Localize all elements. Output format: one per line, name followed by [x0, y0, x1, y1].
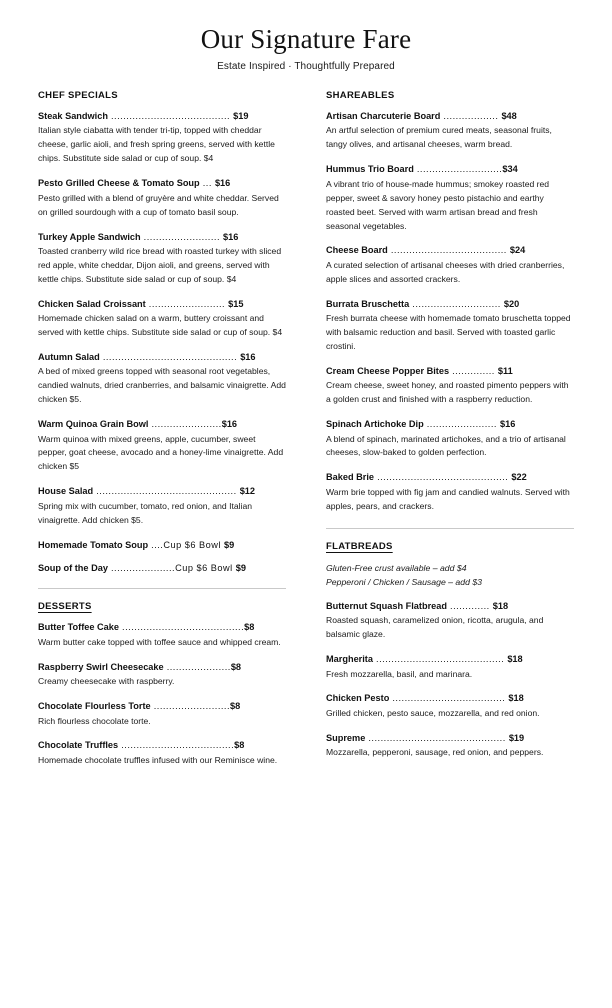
menu-item-price: $18 — [492, 600, 509, 611]
menu-item-head — [326, 110, 574, 122]
menu-item-name: Cream Cheese Popper Bites — [326, 365, 450, 376]
menu-item-head — [326, 600, 574, 612]
menu-item — [326, 298, 574, 354]
left-column — [38, 90, 306, 779]
section-note: Gluten-Free crust available – add $4 Pepperoni / Chicken / Sausage – add $3 — [326, 562, 483, 587]
menu-item-price: $34 — [502, 164, 518, 175]
menu-columns — [38, 90, 574, 779]
menu-item-head — [38, 661, 286, 673]
menu-item-name: Homemade Tomato Soup — [38, 539, 149, 550]
menu-item — [326, 418, 574, 460]
menu-item — [38, 351, 286, 407]
menu-item-leader: ....Cup $6 Bowl — [148, 539, 225, 550]
menu-item-name: Burrata Bruschetta — [326, 298, 410, 309]
menu-item-name: Butter Toffee Cake — [38, 622, 119, 633]
menu-item — [326, 600, 574, 642]
menu-item-description: Homemade chicken salad on a warm, buttery croissant and served with kettle chips. Substitute side salad or cup of soup. $4 — [38, 313, 283, 338]
menu-item — [326, 692, 574, 720]
menu-item — [38, 739, 286, 767]
menu-item-name: Turkey Apple Sandwich — [38, 231, 141, 242]
menu-item-price: $18 — [507, 654, 523, 665]
menu-item-head — [38, 700, 286, 712]
menu-item-name: Chicken Salad Croissant — [38, 298, 146, 309]
menu-item-price: $12 — [239, 486, 256, 497]
page-title: Our Signature Fare — [200, 24, 412, 54]
menu-item — [326, 110, 574, 152]
page-subtitle: Estate Inspired · Thoughtfully Prepared — [217, 61, 395, 73]
menu-item-price: $16 — [214, 178, 231, 189]
menu-item-name: Supreme — [326, 732, 366, 743]
menu-item-price: $16 — [240, 351, 256, 362]
menu-item-name: Warm Quinoa Grain Bowl — [38, 419, 149, 430]
menu-item-description: A vibrant trio of house-made hummus; smokey roasted red pepper, sweet & savory honey pesto pistachio and earthy roasted beet. Served with warm artisan bread and fresh seasonal vegetables. — [326, 178, 550, 231]
right-column — [306, 90, 574, 771]
menu-item-description: Warm quinoa with mixed greens, apple, cucumber, sweet pepper, goat cheese, avocado and a honey-lime vinaigrette. Add chicken $5 — [38, 433, 284, 472]
menu-item-description: Fresh mozzarella, basil, and marinara. — [326, 668, 473, 679]
menu-item-leader: .......................................... — [372, 654, 508, 665]
menu-item-price: $18 — [508, 693, 524, 704]
menu-item-name: Soup of the Day — [38, 563, 108, 574]
menu-item — [38, 539, 286, 551]
menu-item-leader: ............. — [446, 600, 493, 611]
menu-item-leader: .............. — [449, 365, 498, 376]
menu-item-head — [38, 418, 286, 430]
menu-item-leader: ............................................ — [99, 351, 241, 362]
menu-item-price: $24 — [509, 245, 526, 256]
menu-item-head — [38, 539, 286, 551]
menu-item-price: $8 — [234, 740, 245, 751]
menu-item-leader: ......................... — [140, 231, 224, 242]
menu-item — [38, 110, 286, 166]
menu-item-price: $8 — [244, 622, 255, 633]
menu-item-head — [326, 732, 574, 744]
menu-item-price: $8 — [230, 701, 241, 712]
menu-item-price: $20 — [503, 298, 520, 309]
menu-item-head — [38, 485, 286, 497]
menu-item — [38, 485, 286, 527]
menu-item-head — [38, 351, 286, 363]
menu-item-price: $16 — [221, 419, 238, 430]
menu-item-head — [326, 365, 574, 377]
menu-item — [326, 653, 574, 681]
menu-item-head — [326, 692, 574, 704]
menu-item-leader: ..................... — [163, 661, 231, 672]
menu-item-head — [326, 298, 574, 310]
menu-item-description: Mozzarella, pepperoni, sausage, red onion, and peppers. — [326, 747, 544, 758]
menu-item-leader: ........................................... — [374, 472, 512, 483]
menu-item-description: Roasted squash, caramelized onion, ricotta, arugula, and balsamic glaze. — [326, 615, 544, 640]
menu-item-description: Homemade chocolate truffles infused with our Reminisce wine. — [38, 754, 278, 765]
menu-item-leader: .....................Cup $6 Bowl — [107, 563, 236, 574]
menu-item-description: Grilled chicken, pesto sauce, mozzarella, and red onion. — [326, 707, 540, 718]
menu-item — [38, 661, 286, 689]
menu-item-price: $11 — [497, 365, 513, 376]
menu-item-name: Autumn Salad — [38, 351, 100, 362]
menu-item-price: $8 — [230, 661, 242, 672]
menu-item-description: A bed of mixed greens topped with seasonal root vegetables, candied walnuts, dried cranberries, and balsamic vinaigrette. Add chicken $5. — [38, 366, 286, 405]
menu-item — [38, 562, 286, 574]
menu-item-description: A blend of spinach, marinated artichokes, and a trio of artisanal cheeses, slow-baked to golden perfection. — [326, 433, 566, 458]
menu-item-price: $16 — [223, 231, 239, 242]
menu-item-description: Warm brie topped with fig jam and candied walnuts. Served with apples, pears, and crackers. — [326, 486, 570, 511]
menu-item-head — [38, 621, 286, 633]
menu-item — [38, 418, 286, 474]
menu-item-name: Artisan Charcuterie Board — [326, 111, 441, 122]
menu-item-description: A curated selection of artisanal cheeses with dried cranberries, apple slices and assorted crackers. — [326, 259, 565, 284]
menu-item-name: Butternut Squash Flatbread — [326, 600, 447, 611]
menu-item-name: Chocolate Flourless Torte — [38, 701, 151, 712]
menu-item — [38, 177, 286, 219]
menu-item-name: Margherita — [326, 654, 373, 665]
section-divider — [38, 588, 286, 589]
menu-item-leader: .................. — [440, 111, 502, 122]
menu-item-description: Italian style ciabatta with tender tri-tip, topped with cheddar cheese, garlic aioli, and fresh spring greens, served with kettle chips. Substitute side salad or cup of soup. $4 — [38, 125, 275, 164]
menu-item-price: $48 — [501, 111, 517, 122]
menu-item-price: $16 — [500, 419, 516, 430]
menu-item — [326, 365, 574, 407]
menu-item-leader: ....................................... — [107, 111, 234, 122]
menu-item-description: Rich flourless chocolate torte. — [38, 715, 151, 726]
menu-item-name: Raspberry Swirl Cheesecake — [38, 661, 164, 672]
menu-item-leader: ....................... — [423, 419, 501, 430]
menu-item-price: $19 — [508, 732, 525, 743]
menu-item-name: Steak Sandwich — [38, 111, 108, 122]
menu-item-leader: ... — [199, 178, 215, 189]
menu-item-head — [38, 110, 286, 122]
section-heading: FLATBREADS — [326, 540, 393, 552]
menu-item — [326, 163, 574, 233]
menu-item — [38, 700, 286, 728]
menu-item-leader: ...................................... — [387, 245, 510, 256]
menu-item-description: Creamy cheesecake with raspberry. — [38, 676, 175, 687]
menu-item-leader: ......................... — [145, 298, 229, 309]
menu-item-description: Cream cheese, sweet honey, and roasted pimento peppers with a golden crust and finished with a raspberry reduction. — [326, 380, 569, 405]
menu-item-leader: ..................................... — [389, 693, 509, 704]
section-heading: SHAREABLES — [326, 90, 395, 102]
menu-item-head — [326, 471, 574, 483]
menu-item-head — [38, 177, 286, 189]
menu-item-name: Cheese Board — [326, 245, 388, 256]
menu-item-price: $9 — [224, 539, 235, 550]
menu-item-description: Warm butter cake topped with toffee sauce and whipped cream. — [38, 636, 281, 647]
menu-item-head — [326, 163, 574, 175]
menu-item-name: Spinach Artichoke Dip — [326, 419, 424, 430]
menu-item-name: Hummus Trio Board — [326, 164, 414, 175]
menu-item-leader: .............................................. — [93, 486, 240, 497]
menu-item-description: An artful selection of premium cured meats, seasonal fruits, tangy olives, and artisanal cheeses, warm bread. — [326, 125, 552, 150]
menu-item-leader: ............................ — [413, 164, 503, 175]
menu-item-head — [326, 418, 574, 430]
menu-item-leader: ....................... — [148, 419, 222, 430]
menu-item-price: $22 — [511, 472, 527, 483]
menu-item-price: $19 — [233, 111, 249, 122]
menu-item-name: Chicken Pesto — [326, 693, 390, 704]
menu-item-leader: ........................................ — [119, 622, 245, 633]
menu-item — [38, 621, 286, 649]
menu-item-head — [326, 244, 574, 256]
menu-item-description: Pesto grilled with a blend of gruyère and white cheddar. Served on grilled sourdough with a cup of tomato basil soup. — [38, 192, 279, 217]
menu-item — [38, 231, 286, 287]
menu-item-leader: ............................................. — [365, 732, 509, 743]
menu-item-description: Fresh burrata cheese with homemade tomato bruschetta topped with balsamic reduction and basil. Served with toasted garlic crostini. — [326, 313, 571, 351]
menu-item-name: House Salad — [38, 486, 94, 497]
menu-item-leader: ............................. — [409, 298, 504, 309]
section-heading: CHEF SPECIALS — [38, 90, 118, 102]
menu-item-name: Chocolate Truffles — [38, 740, 119, 751]
menu-item-head — [38, 739, 286, 751]
menu-item-head — [326, 653, 574, 665]
menu-item-price: $15 — [228, 298, 244, 309]
menu-item-leader: ......................... — [150, 701, 231, 712]
menu-item-description: Spring mix with cucumber, tomato, red onion, and Italian vinaigrette. Add chicken $5. — [38, 500, 252, 525]
menu-item — [326, 471, 574, 513]
menu-item-head — [38, 231, 286, 243]
menu-item — [326, 244, 574, 286]
menu-item-head — [38, 298, 286, 310]
menu-item-name: Pesto Grilled Cheese & Tomato Soup — [38, 178, 200, 189]
menu-item — [38, 298, 286, 340]
menu-item-name: Baked Brie — [326, 472, 375, 483]
section-heading: DESSERTS — [38, 601, 92, 613]
menu-item-leader: ..................................... — [118, 740, 235, 751]
section-divider — [326, 528, 574, 529]
menu-item-head — [38, 562, 286, 574]
menu-item-description: Toasted cranberry wild rice bread with roasted turkey with sliced red apple, white cheddar, Dijon aioli, and greens, served with kettle chips. Substitute side salad or cup of soup. $4 — [38, 245, 282, 284]
menu-item-price: $9 — [235, 563, 246, 574]
menu-item — [326, 732, 574, 760]
